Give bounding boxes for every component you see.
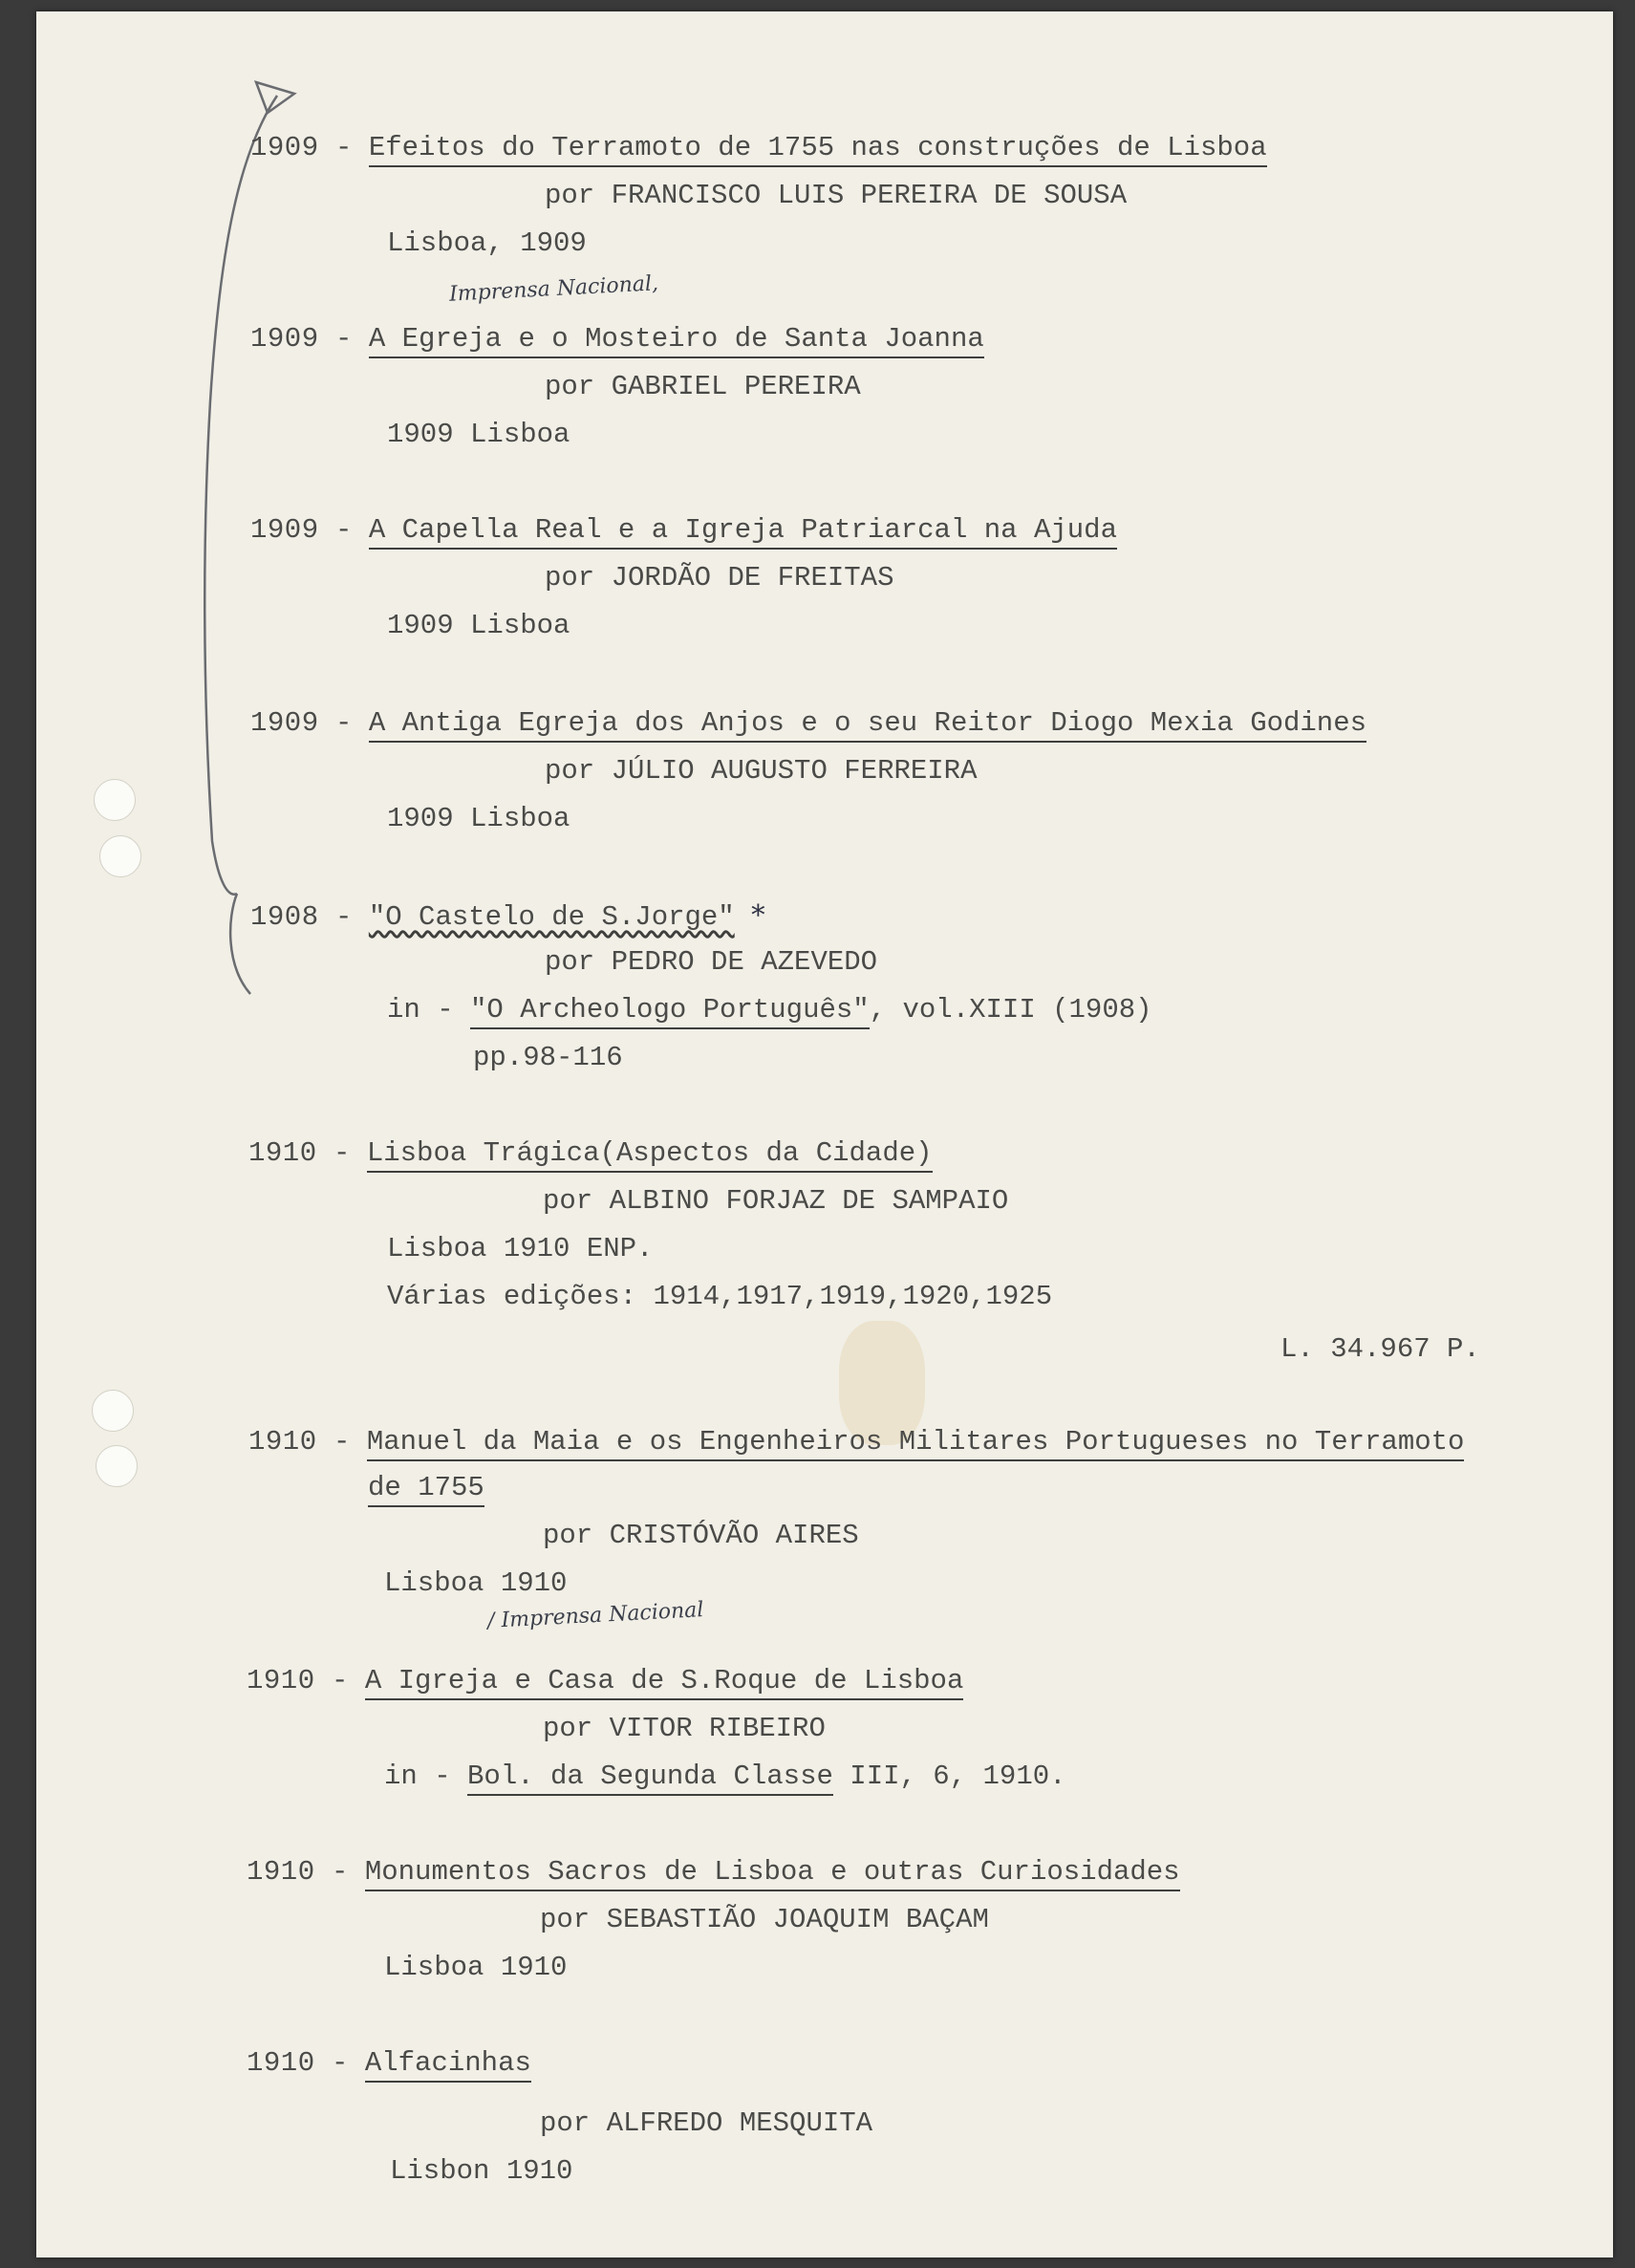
author-name: PEDRO DE AZEVEDO	[611, 946, 878, 978]
entry-separator: -	[316, 1426, 367, 1458]
entry-7-author	[543, 1520, 859, 1552]
entry-title: Monumentos Sacros de Lisboa e outras Curiosidades	[365, 1856, 1180, 1891]
author-name: ALFREDO MESQUITA	[606, 2107, 873, 2139]
entry-1-imprint: Lisboa, 1909	[387, 227, 587, 259]
entry-9-heading	[247, 1856, 1180, 1889]
entry-title: "O Castelo de S.Jorge"	[368, 901, 735, 933]
entry-year: 1908	[250, 901, 319, 933]
entry-title: Manuel da Maia e os Engenheiros Militares Portugueses no Terramoto	[367, 1426, 1465, 1461]
entry-10-author	[540, 2107, 872, 2140]
author-name: SEBASTIÃO JOAQUIM BAÇAM	[606, 1904, 989, 1935]
entry-3-heading	[250, 514, 1117, 547]
entry-year: 1909	[250, 514, 319, 546]
entry-4-heading	[250, 707, 1366, 740]
entry-10-imprint: Lisbon 1910	[390, 2155, 573, 2187]
entry-title-continued: de 1755	[368, 1472, 484, 1507]
entry-title: A Egreja e o Mosteiro de Santa Joanna	[369, 323, 984, 358]
author-prefix: por	[545, 562, 612, 594]
author-prefix: por	[543, 1185, 610, 1217]
entry-separator: -	[318, 514, 369, 546]
entry-1-handwritten-note: Imprensa Nacional,	[448, 271, 659, 307]
entry-7-imprint: Lisboa 1910	[384, 1567, 568, 1599]
entry-6-author	[543, 1185, 1008, 1218]
entry-5-pages: pp.98-116	[473, 1042, 623, 1073]
entry-title: Alfacinhas	[365, 2047, 531, 2083]
entry-year: 1909	[250, 323, 319, 355]
entry-9-imprint: Lisboa 1910	[384, 1952, 568, 1983]
source-title: Bol. da Segunda Classe	[467, 1760, 833, 1796]
entry-separator: -	[316, 1137, 367, 1169]
author-prefix: por	[545, 946, 612, 978]
author-name: VITOR RIBEIRO	[609, 1713, 826, 1744]
entry-title: A Igreja e Casa de S.Roque de Lisboa	[365, 1665, 964, 1700]
entry-8-source	[384, 1760, 1066, 1793]
entry-separator: -	[318, 132, 369, 163]
author-name: ALBINO FORJAZ DE SAMPAIO	[609, 1185, 1009, 1217]
author-prefix: por	[543, 1713, 610, 1744]
entry-title: Efeitos do Terramoto de 1755 nas construções de Lisboa	[369, 132, 1267, 167]
entry-6-imprint: Lisboa 1910 ENP.	[387, 1233, 654, 1264]
source-details: , vol.XIII (1908)	[869, 994, 1152, 1026]
entry-year: 1909	[250, 707, 319, 739]
entry-separator: -	[318, 707, 369, 739]
author-prefix: por	[540, 2107, 607, 2139]
entry-2-imprint: 1909 Lisboa	[387, 419, 570, 450]
author-name: GABRIEL PEREIRA	[611, 371, 861, 402]
author-name: CRISTÓVÃO AIRES	[609, 1520, 859, 1551]
author-prefix: por	[540, 1904, 607, 1935]
in-prefix: in -	[384, 1760, 468, 1792]
entry-3-imprint: 1909 Lisboa	[387, 610, 570, 641]
entry-year: 1909	[250, 132, 319, 163]
entry-5-heading	[250, 898, 765, 934]
entry-3-author	[545, 562, 893, 594]
entry-6-call-number: L. 34.967 P.	[1280, 1333, 1480, 1365]
entry-year: 1910	[247, 1665, 315, 1696]
entry-4-author	[545, 755, 978, 788]
entry-title: A Antiga Egreja dos Anjos e o seu Reitor Diogo Mexia Godines	[369, 707, 1366, 743]
source-details: III, 6, 1910.	[832, 1760, 1066, 1792]
entry-1-heading	[250, 132, 1267, 164]
entry-10-heading	[247, 2047, 531, 2080]
entry-9-author	[540, 1904, 989, 1936]
entry-separator: -	[314, 2047, 365, 2079]
entry-1-author	[545, 180, 1127, 212]
entry-6-editions: Várias edições: 1914,1917,1919,1920,1925	[387, 1281, 1053, 1312]
entry-separator: -	[314, 1856, 365, 1888]
entry-year: 1910	[248, 1426, 317, 1458]
entry-separator: -	[314, 1665, 365, 1696]
entry-year: 1910	[248, 1137, 317, 1169]
entry-7-heading	[248, 1426, 1464, 1458]
in-prefix: in -	[387, 994, 471, 1026]
author-prefix: por	[543, 1520, 610, 1551]
entry-2-author	[545, 371, 861, 403]
annotation-asterisk: *	[751, 898, 765, 931]
entry-year: 1910	[247, 1856, 315, 1888]
entry-5-source	[387, 994, 1152, 1026]
author-prefix: por	[545, 371, 612, 402]
author-prefix: por	[545, 755, 612, 787]
entry-separator: -	[318, 901, 369, 933]
entry-7-title-continued	[368, 1472, 484, 1504]
entry-2-heading	[250, 323, 984, 356]
entry-title: A Capella Real e a Igreja Patriarcal na Ajuda	[369, 514, 1117, 550]
author-name: JORDÃO DE FREITAS	[611, 562, 894, 594]
author-prefix: por	[545, 180, 612, 211]
entry-title: Lisboa Trágica(Aspectos da Cidade)	[367, 1137, 933, 1173]
entry-4-imprint: 1909 Lisboa	[387, 803, 570, 834]
entry-separator: -	[318, 323, 369, 355]
entry-6-heading	[248, 1137, 933, 1170]
author-name: JÚLIO AUGUSTO FERREIRA	[611, 755, 978, 787]
source-title: "O Archeologo Português"	[470, 994, 870, 1029]
author-name: FRANCISCO LUIS PEREIRA DE SOUSA	[611, 180, 1128, 211]
entry-8-author	[543, 1713, 826, 1745]
entry-8-heading	[247, 1665, 963, 1697]
entry-year: 1910	[247, 2047, 315, 2079]
entry-7-handwritten-note: / Imprensa Nacional	[486, 1598, 704, 1633]
entry-5-author	[545, 946, 877, 979]
